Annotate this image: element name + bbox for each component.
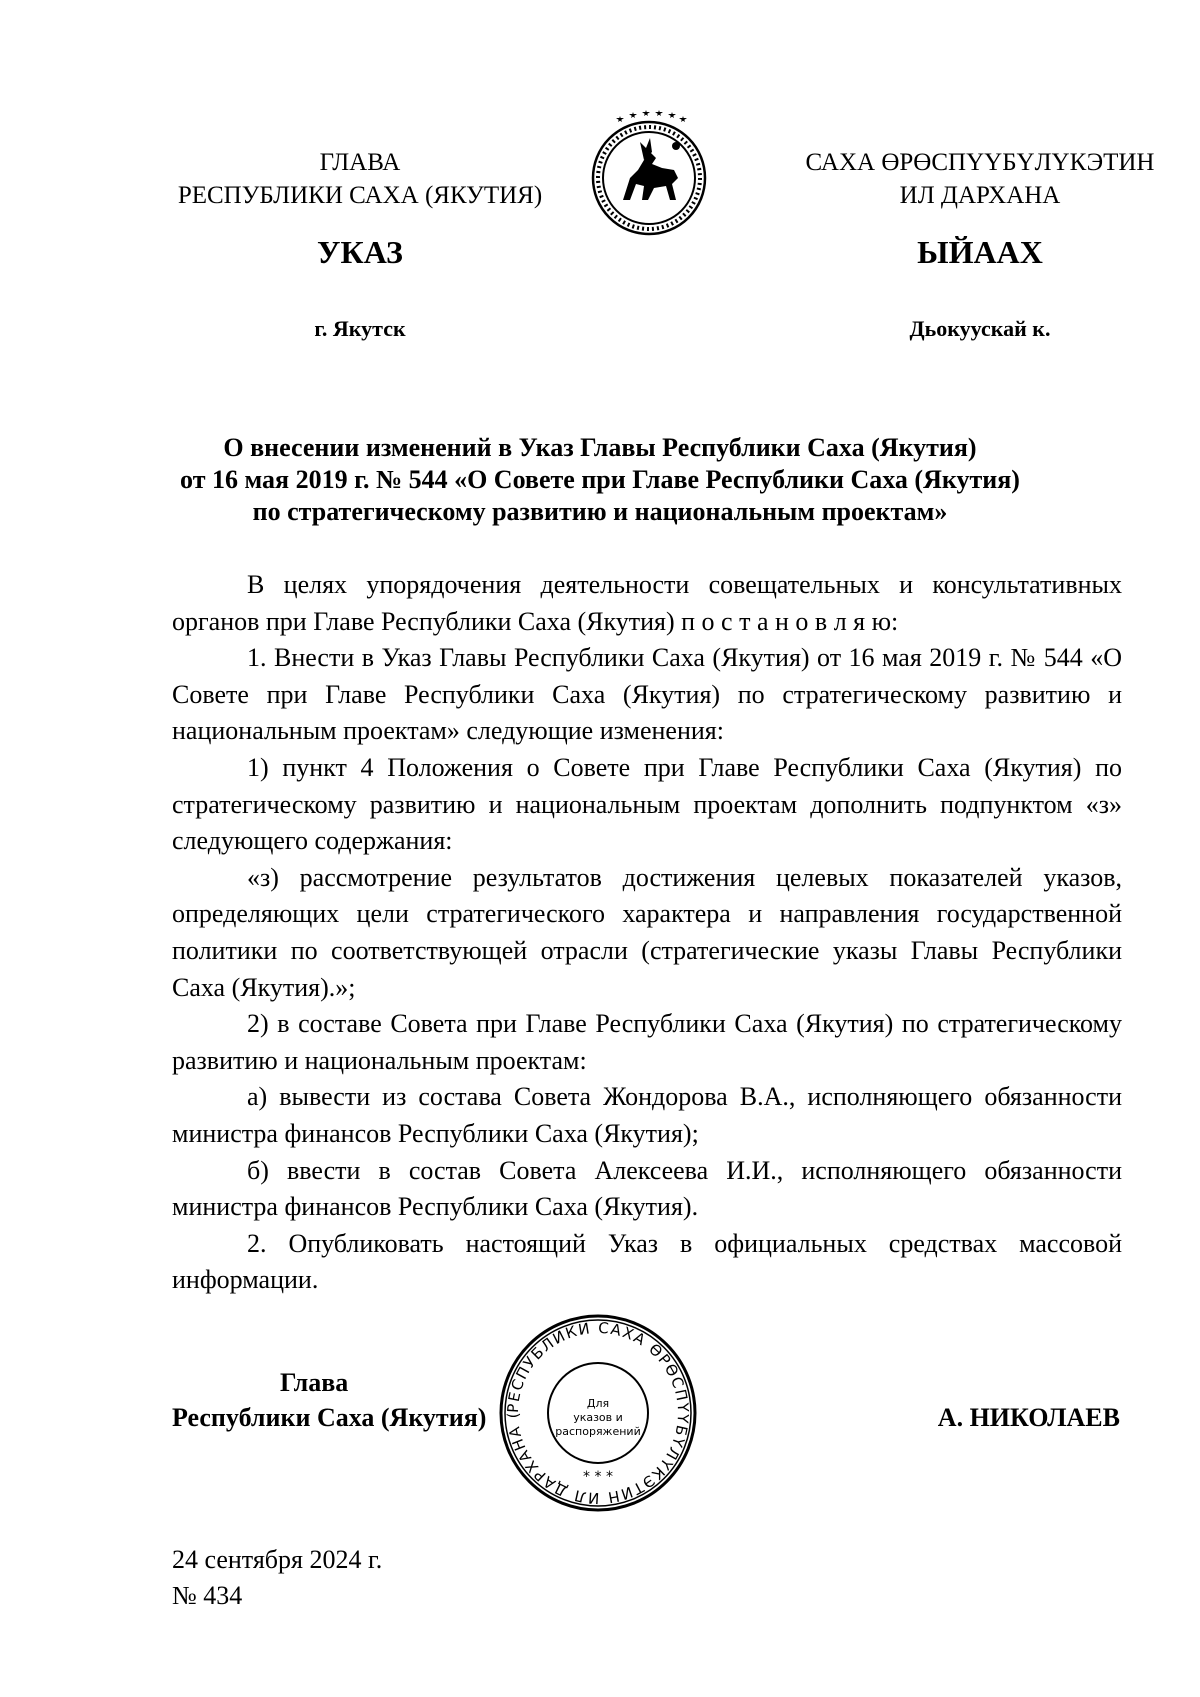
signatory-title-line1: Глава — [280, 1368, 349, 1397]
document-number: № 434 — [172, 1581, 243, 1610]
document-date: 24 сентября 2024 г. — [172, 1545, 383, 1574]
signatory-title-line2: Республики Саха (Якутия) — [172, 1403, 487, 1432]
issuer-sah-line2: ИЛ ДАРХАНА — [899, 182, 1061, 209]
subitem-2: 2) в составе Совета при Главе Республики Саха (Якутия) по стратегическому развитию и национальным проектам: — [172, 1009, 1122, 1075]
signatory-name: А. НИКОЛАЕВ — [937, 1403, 1120, 1432]
title-line2: от 16 мая 2019 г. № 544 «О Совете при Главе Республики Саха (Якутия) — [180, 465, 1020, 494]
stamp-center-line3: распоряжений — [555, 1425, 641, 1438]
title-line3: по стратегическому развитию и национальным проектам» — [252, 497, 948, 526]
item-1: 1. Внести в Указ Главы Республики Саха (Якутия) от 16 мая 2019 г. № 544 «О Совете при Главе Республики Саха (Якутия) по стратегическому развитию и национальным проектам» следующие изменения: — [172, 643, 1122, 746]
city-ru: г. Якутск — [314, 316, 406, 341]
svg-text:* * *: * * * — [583, 1469, 613, 1485]
preamble: В целях упорядочения деятельности совещательных и консультативных органов при Главе Республики Саха (Якутия) п о с т а н о в л я ю: — [172, 570, 1122, 636]
issuer-ru-line1: ГЛАВА — [319, 149, 401, 176]
quoted-subitem-z: «з) рассмотрение результатов достижения целевых показателей указов, определяющих цели стратегического характера и направления государственной политики по соответствующей отрасли (стратегические указы Главы Республики Саха (Якутия).»; — [172, 862, 1122, 1002]
city-sah: Дьокуускай к. — [909, 316, 1051, 341]
official-stamp — [498, 1313, 698, 1513]
document-title — [150, 432, 1050, 528]
subitem-1: 1) пункт 4 Положения о Совете при Главе Республики Саха (Якутия) по стратегическому развитию и национальным проектам дополнить подпунктом «з» следующего содержания: — [172, 752, 1122, 856]
stamp-center-line1: Для — [586, 1397, 610, 1410]
doc-type-sah: ЫЙААХ — [917, 234, 1043, 270]
doc-type-ru: УКАЗ — [317, 234, 403, 270]
document-body — [172, 567, 1122, 1299]
issuer-sah-line1: САХА ӨРӨСПҮҮБҮЛҮКЭТИН — [805, 149, 1155, 176]
issuer-sah — [770, 146, 1190, 212]
issuer-ru-line2: РЕСПУБЛИКИ САХА (ЯКУТИЯ) — [177, 182, 543, 209]
stamp-center-line2: указов и — [573, 1411, 623, 1424]
coat-of-arms-icon — [578, 108, 720, 238]
subitem-2b: б) ввести в состав Совета Алексеева И.И., исполняющего обязанности министра финансов Республики Саха (Якутия). — [172, 1155, 1122, 1222]
issuer-ru — [150, 146, 570, 212]
title-line1: О внесении изменений в Указ Главы Республики Саха (Якутия) — [223, 433, 977, 462]
item-2: 2. Опубликовать настоящий Указ в официальных средствах массовой информации. — [172, 1228, 1122, 1295]
subitem-2a: а) вывести из состава Совета Жондорова В.А., исполняющего обязанности министра финансов Республики Саха (Якутия); — [172, 1082, 1122, 1148]
stamp-ring-text: РЕСПУБЛИКИ САХА ӨРӨСПҮҮБҮЛҮКЭТИН ИЛ ДАРХАНА ( — [503, 1318, 693, 1508]
